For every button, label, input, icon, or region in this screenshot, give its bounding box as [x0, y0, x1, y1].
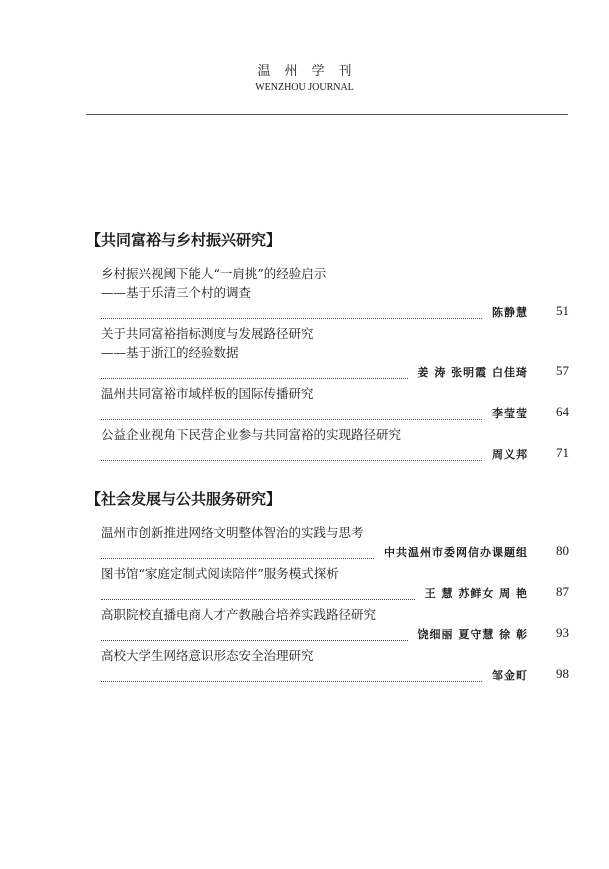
toc-entry[interactable]	[0, 646, 609, 687]
article-authors: 陈静慧	[492, 306, 528, 319]
article-authors: 王 慧 苏鲜女 周 艳	[424, 587, 528, 600]
article-authors: 李莹莹	[492, 407, 528, 420]
article-title: 关于共同富裕指标测度与发展路径研究	[101, 326, 314, 341]
section-title: 【共同富裕与乡村振兴研究】	[86, 231, 282, 249]
article-title: 温州共同富裕市域样板的国际传播研究	[101, 386, 314, 401]
dot-leader	[101, 669, 482, 682]
article-authors: 姜 涛 张明霞 白佳琦	[417, 366, 528, 379]
page-number: 87	[556, 584, 569, 599]
toc-entry[interactable]	[0, 523, 609, 564]
article-subtitle: ——基于浙江的经验数据	[101, 345, 239, 360]
page-number: 71	[556, 445, 569, 460]
article-title: 图书馆“家庭定制式阅读陪伴”服务模式探析	[101, 566, 339, 581]
article-title: 乡村振兴视阈下能人“一肩挑”的经验启示	[101, 266, 327, 281]
section-title: 【社会发展与公共服务研究】	[86, 490, 282, 508]
page-number: 80	[556, 543, 569, 558]
article-authors: 饶细丽 夏守慧 徐 彰	[417, 628, 528, 641]
leader-line	[0, 624, 609, 646]
leader-line	[0, 403, 609, 425]
leader-line	[0, 444, 609, 466]
article-title: 温州市创新推进网络文明整体智治的实践与思考	[101, 525, 364, 540]
leader-line	[0, 583, 609, 605]
article-subtitle: ——基于乐清三个村的调查	[101, 285, 252, 300]
leader-line	[0, 542, 609, 564]
article-authors: 中共温州市委网信办课题组	[384, 546, 528, 559]
article-title: 高职院校直播电商人才产教融合培养实践路径研究	[101, 607, 377, 622]
dot-leader	[101, 587, 415, 600]
journal-title-cn: 温州学刊	[257, 64, 366, 79]
toc-entry[interactable]	[0, 605, 609, 646]
toc-entry[interactable]	[0, 425, 609, 466]
toc-entry[interactable]	[0, 324, 609, 384]
dot-leader	[101, 546, 374, 559]
page-number: 64	[556, 404, 569, 419]
header-rule	[86, 114, 568, 115]
page-number: 93	[556, 625, 569, 640]
toc-entry[interactable]	[0, 384, 609, 425]
page-number: 57	[556, 363, 569, 378]
toc-entry[interactable]	[0, 264, 609, 324]
article-authors: 周义邦	[492, 448, 528, 461]
dot-leader	[101, 366, 408, 379]
leader-line	[0, 302, 609, 324]
article-authors: 邹金町	[492, 669, 528, 682]
article-list	[0, 264, 609, 466]
toc-entry[interactable]	[0, 564, 609, 605]
article-title: 高校大学生网络意识形态安全治理研究	[101, 648, 314, 663]
page-number: 98	[556, 666, 569, 681]
leader-line	[0, 362, 609, 384]
dot-leader	[101, 628, 408, 641]
dot-leader	[101, 407, 482, 420]
journal-title-en: WENZHOU JOURNAL	[255, 82, 354, 93]
article-list	[0, 523, 609, 687]
leader-line	[0, 665, 609, 687]
page-number: 51	[556, 303, 569, 318]
article-title: 公益企业视角下民营企业参与共同富裕的实现路径研究	[101, 427, 402, 442]
dot-leader	[101, 448, 482, 461]
dot-leader	[101, 306, 482, 319]
